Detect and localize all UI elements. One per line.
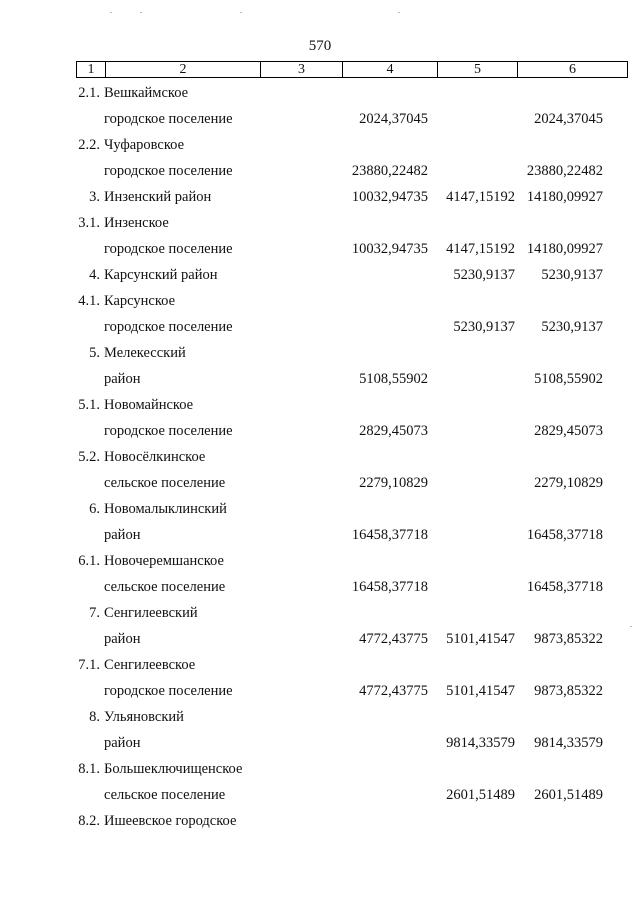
row-name: Чуфаровское: [104, 137, 185, 153]
table-row: [0, 604, 640, 630]
row-name: городское поселение: [104, 111, 233, 127]
row-col-5: 5230,9137: [453, 267, 515, 283]
row-col-5: 5101,41547: [446, 631, 515, 647]
table-row: [0, 110, 640, 136]
row-number: 5.2.: [78, 449, 100, 465]
row-number: 3.: [89, 189, 100, 205]
row-name: городское поселение: [104, 163, 233, 179]
header-col-6: 6: [569, 62, 576, 77]
row-number: 5.1.: [78, 397, 100, 413]
row-number: 2.2.: [78, 137, 100, 153]
row-col-6: 2024,37045: [534, 111, 603, 127]
row-name: Новочеремшанское: [104, 553, 224, 569]
table-row: [0, 396, 640, 422]
row-col-4: 16458,37718: [351, 527, 428, 543]
row-col-6: 23880,22482: [526, 163, 603, 179]
row-name: район: [104, 735, 141, 751]
row-col-6: 16458,37718: [526, 527, 603, 543]
table-row: [0, 812, 640, 838]
row-col-4: 16458,37718: [351, 579, 428, 595]
row-col-6: 9814,33579: [534, 735, 603, 751]
row-number: 2.1.: [78, 85, 100, 101]
row-name: Вешкаймское: [104, 85, 189, 101]
row-name: сельское поселение: [104, 787, 226, 803]
table-row: [0, 708, 640, 734]
scan-speck: [140, 12, 142, 13]
table-row: [0, 266, 640, 292]
row-col-5: 4147,15192: [446, 189, 515, 205]
table-row: [0, 526, 640, 552]
row-name: район: [104, 527, 141, 543]
row-number: 6.1.: [78, 553, 100, 569]
table-row: [0, 292, 640, 318]
table-row: [0, 682, 640, 708]
table-row: [0, 760, 640, 786]
row-name: Карсунский район: [104, 267, 218, 283]
header-col-4: 4: [343, 62, 438, 77]
row-col-5: 2601,51489: [446, 787, 515, 803]
row-col-6: 5108,55902: [534, 371, 603, 387]
table-row: [0, 448, 640, 474]
table-row: [0, 474, 640, 500]
row-col-4: 2829,45073: [359, 423, 428, 439]
scan-speck: [398, 12, 400, 13]
row-number: 7.1.: [78, 657, 100, 673]
row-name: городское поселение: [104, 319, 233, 335]
row-col-5: 5101,41547: [446, 683, 515, 699]
row-name: Инзенский район: [104, 189, 212, 205]
row-number: 8.1.: [78, 761, 100, 777]
row-col-4: 10032,94735: [351, 189, 428, 205]
table-row: [0, 786, 640, 812]
row-col-6: 14180,09927: [526, 189, 603, 205]
row-col-4: 5108,55902: [359, 371, 428, 387]
table-row: [0, 552, 640, 578]
table-row: [0, 630, 640, 656]
table-row: [0, 500, 640, 526]
row-name: Ульяновский: [104, 709, 184, 725]
scan-speck: [240, 12, 242, 13]
scan-speck: [630, 626, 632, 627]
row-number: 3.1.: [78, 215, 100, 231]
row-name: Карсунское: [104, 293, 176, 309]
table-row: [0, 344, 640, 370]
row-col-6: 14180,09927: [526, 241, 603, 257]
row-number: 5.: [89, 345, 100, 361]
row-name: Новомайнское: [104, 397, 194, 413]
row-name: городское поселение: [104, 683, 233, 699]
row-col-6: 5230,9137: [541, 319, 603, 335]
row-number: 8.2.: [78, 813, 100, 829]
row-col-6: 16458,37718: [526, 579, 603, 595]
row-col-6: 2829,45073: [534, 423, 603, 439]
table-row: [0, 422, 640, 448]
row-number: 8.: [89, 709, 100, 725]
row-col-6: 2279,10829: [534, 475, 603, 491]
row-number: 6.: [89, 501, 100, 517]
row-number: 4.1.: [78, 293, 100, 309]
table-row: [0, 162, 640, 188]
row-col-4: 4772,43775: [359, 683, 428, 699]
table-row: [0, 578, 640, 604]
row-col-4: 10032,94735: [351, 241, 428, 257]
row-col-5: 5230,9137: [453, 319, 515, 335]
table-row: [0, 318, 640, 344]
page-number: 570: [308, 38, 332, 54]
row-col-4: 2279,10829: [359, 475, 428, 491]
table-row: [0, 370, 640, 396]
row-name: Большеключищенское: [104, 761, 243, 777]
row-name: район: [104, 371, 141, 387]
row-name: городское поселение: [104, 423, 233, 439]
row-name: Новосёлкинское: [104, 449, 206, 465]
row-number: 7.: [89, 605, 100, 621]
row-number: 4.: [89, 267, 100, 283]
row-col-4: 2024,37045: [359, 111, 428, 127]
table-row: [0, 188, 640, 214]
row-name: район: [104, 631, 141, 647]
header-col-1: 1: [77, 62, 106, 77]
row-name: Мелекесский: [104, 345, 186, 361]
table-row: [0, 240, 640, 266]
header-col-5: 5: [438, 62, 518, 77]
row-col-4: 23880,22482: [351, 163, 428, 179]
row-name: городское поселение: [104, 241, 233, 257]
header-col-2: 2: [106, 62, 261, 77]
row-name: Сенгилеевское: [104, 657, 196, 673]
scan-speck: [110, 12, 112, 13]
row-name: Ишеевское городское: [104, 813, 237, 829]
row-col-4: 4772,43775: [359, 631, 428, 647]
row-name: Новомалыклинский: [104, 501, 227, 517]
row-name: сельское поселение: [104, 475, 226, 491]
row-name: Сенгилеевский: [104, 605, 198, 621]
row-col-5: 4147,15192: [446, 241, 515, 257]
row-name: сельское поселение: [104, 579, 226, 595]
row-col-6: 9873,85322: [534, 631, 603, 647]
table-row: [0, 214, 640, 240]
table-header: [76, 61, 628, 78]
row-name: Инзенское: [104, 215, 169, 231]
row-col-6: 5230,9137: [541, 267, 603, 283]
row-col-6: 9873,85322: [534, 683, 603, 699]
table-row: [0, 656, 640, 682]
header-col-3: 3: [261, 62, 343, 77]
table-row: [0, 734, 640, 760]
table-row: [0, 84, 640, 110]
row-col-5: 9814,33579: [446, 735, 515, 751]
table-row: [0, 136, 640, 162]
row-col-6: 2601,51489: [534, 787, 603, 803]
